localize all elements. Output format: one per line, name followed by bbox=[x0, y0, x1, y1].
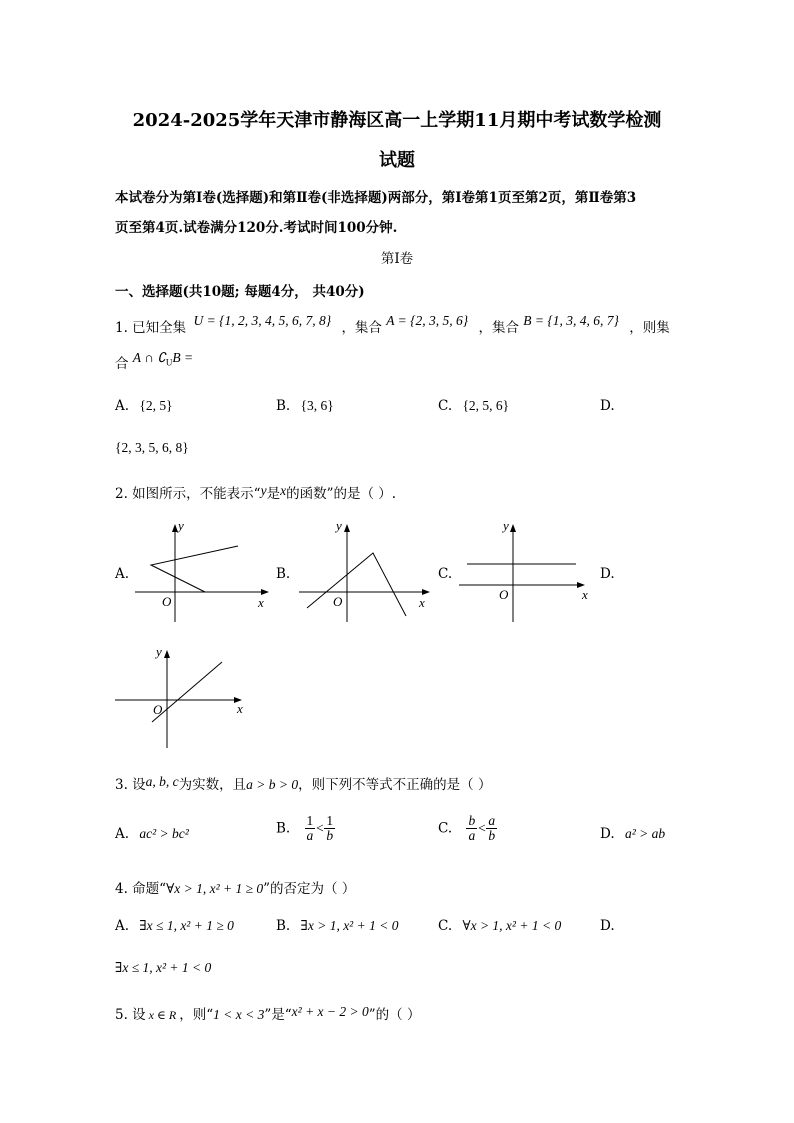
q2-graph-d[interactable] bbox=[108, 642, 258, 754]
q3-option-a[interactable]: A. ac² > bc² bbox=[115, 826, 189, 842]
graph-c-origin: O bbox=[499, 587, 509, 602]
q1-option-c[interactable]: C. {2, 5, 6} bbox=[438, 398, 510, 414]
q3-option-c[interactable]: C. $\frac{b}{a}$ < $\frac{a}{b}$ bbox=[438, 813, 496, 844]
q1-option-a[interactable]: A. {2, 5} bbox=[115, 398, 173, 414]
q4-option-c[interactable]: C. ∀x > 1, x² + 1 < 0 bbox=[438, 918, 562, 934]
q3-option-b[interactable]: B. $\frac{1}{a}$ < $\frac{1}{b}$ bbox=[276, 813, 334, 844]
graph-c-x-label: x bbox=[582, 587, 588, 602]
graph-b-origin: O bbox=[333, 594, 343, 609]
question-4-stem: 4. 命题“∀x > 1, x² + 1 ≥ 0”的否定为（ ） bbox=[115, 881, 356, 897]
question-3-stem: 3. 设a, b, c为实数，且a > b > 0，则下列不等式不正确的是（ ） bbox=[115, 774, 492, 793]
q1-expression: A ∩ $∁_UB$ = bbox=[132, 350, 194, 368]
q1-mid1: ，集合 bbox=[341, 320, 382, 336]
q4-option-a[interactable]: A. ∃x ≤ 1, x² + 1 ≥ 0 bbox=[115, 918, 234, 934]
q2-option-a-label[interactable]: A. bbox=[115, 566, 130, 582]
part1-title: 第Ⅰ卷 bbox=[380, 251, 414, 267]
graph-d-x-label: x bbox=[237, 701, 243, 716]
q1-set-a: A = {2, 3, 5, 6} bbox=[386, 313, 469, 328]
graph-d-y-label: y bbox=[156, 644, 162, 659]
q1-num: 1. 已知全集 bbox=[115, 320, 187, 336]
q2-option-b-label[interactable]: B. bbox=[276, 566, 291, 582]
q2-graph-b[interactable] bbox=[294, 516, 439, 628]
question-2-stem: 2. 如图所示，不能表示“y是x的函数”的是（ ）. bbox=[115, 483, 397, 502]
q4-option-d-label[interactable]: D. bbox=[600, 918, 615, 934]
q1-set-b: B = {1, 3, 4, 6, 7} bbox=[523, 313, 619, 328]
graph-d-origin: O bbox=[153, 702, 163, 717]
question-1-line2 bbox=[115, 352, 193, 374]
q1-line2-prefix: 合 bbox=[115, 356, 129, 372]
q2-graph-c[interactable] bbox=[456, 516, 601, 628]
graph-b-x-label: x bbox=[419, 595, 425, 610]
q4-option-b[interactable]: B. ∃x > 1, x² + 1 < 0 bbox=[276, 918, 399, 934]
q2-option-d-label[interactable]: D. bbox=[600, 566, 615, 582]
section1-title: 一、选择题(共10题; 每题4分， 共40分) bbox=[115, 284, 365, 300]
q1-option-b[interactable]: B. {3, 6} bbox=[276, 398, 334, 414]
q1-option-d-value[interactable]: {2, 3, 5, 6, 8} bbox=[115, 440, 189, 455]
question-1-stem bbox=[115, 313, 670, 336]
exam-title-line1: 2024-2025学年天津市静海区高一上学期11月期中考试数学检测 bbox=[132, 110, 662, 131]
q1-option-d-label[interactable]: D. bbox=[600, 398, 615, 414]
intro-line2: 页至第4页.试卷满分120分.考试时间100分钟. bbox=[115, 220, 398, 236]
graph-a-origin: O bbox=[162, 594, 172, 609]
q2-option-c-label[interactable]: C. bbox=[438, 566, 453, 582]
graph-a-x-label: x bbox=[258, 595, 264, 610]
graph-a-y-label: y bbox=[178, 518, 184, 533]
q1-mid2: ，集合 bbox=[478, 320, 519, 336]
q2-graph-a[interactable] bbox=[130, 516, 275, 628]
question-5-stem: 5. 设 x ∈ R ，则“1 < x < 3”是“x² + x − 2 > 0”的（ ） bbox=[115, 1004, 421, 1023]
graph-b-y-label: y bbox=[336, 518, 342, 533]
q1-tail: ，则集 bbox=[629, 320, 670, 336]
q4-option-d-value[interactable]: ∃x ≤ 1, x² + 1 < 0 bbox=[115, 960, 212, 975]
graph-c-y-label: y bbox=[503, 518, 509, 533]
q1-universal-set: U = {1, 2, 3, 4, 5, 6, 7, 8} bbox=[193, 313, 332, 328]
q3-option-d[interactable]: D. a² > ab bbox=[600, 826, 666, 842]
intro-line1: 本试卷分为第Ⅰ卷(选择题)和第Ⅱ卷(非选择题)两部分，第Ⅰ卷第1页至第2页，第Ⅱ卷第3 bbox=[115, 190, 637, 206]
exam-title-line2: 试题 bbox=[379, 150, 415, 171]
